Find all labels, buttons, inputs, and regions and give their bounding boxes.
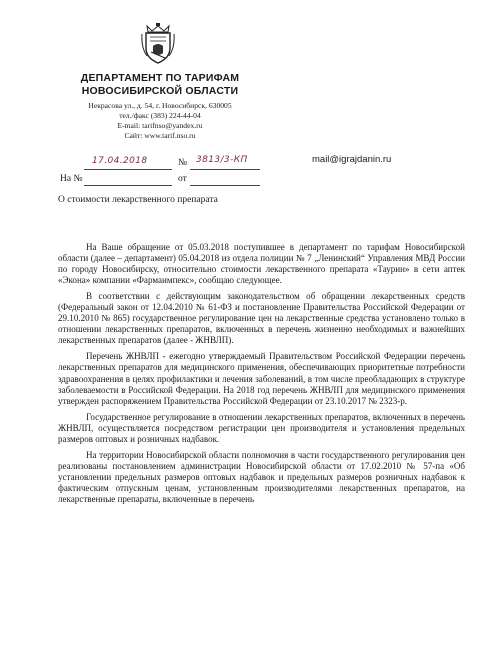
reference-date-line — [190, 185, 260, 186]
paragraph-3: Перечень ЖНВЛП - ежегодно утверждаемый Правительством Российской Федерации перечень лекарственных препаратов для медицинского применения, обеспечивающих приоритетные потребности здравоохранения в целях профилактики и лечения заболеваний, в том числе преобладающих в структуре заболеваемости в Российской Федерации. На 2018 год перечень ЖНВЛП для медицинского применения утвержден распоряжением Правительства Российской Федерации от 23.10.2017 № 2323-р. — [58, 351, 465, 406]
paragraph-5: На территории Новосибирской области полномочия в части государственного регулирования цен реализованы постановлением администрации Новосибирской области от 17.02.2010 № 57-па «Об установлении предельных размеров оптовых надбавок и предельных размеров розничных надбавок к фактическим отпускным ценам, установленным производителями лекарственных препаратов, на лекарственные препараты, включенные в перечень — [58, 449, 465, 504]
org-name — [70, 72, 250, 98]
org-address: Некрасова ул., д. 54, г. Новосибирск, 630005 — [88, 101, 232, 110]
org-website: Сайт: www.tarif.nso.ru — [124, 131, 196, 140]
org-email: E-mail: tarifnso@yandex.ru — [117, 121, 203, 130]
paragraph-4: Государственное регулирование в отношении лекарственных препаратов, включенных в перечень ЖНВЛП, осуществляется посредством регистрации цен производителя и установления предельных размеров оптовых и розничных надбавок. — [58, 411, 465, 444]
org-phone-fax: тел./факс (383) 224-44-04 — [119, 111, 201, 120]
paragraph-2: В соответствии с действующим законодательством об обращении лекарственных средств (Федеральный закон от 12.04.2010 № 61-ФЗ и постановление Правительства Российской Федерации от 29.10.2010 № 865) государственное регулирование цен на лекарственные средства установлено только в отношении лекарственных препаратов, включенных в перечень жизненно необходимых и важнейших лекарственных препаратов (далее - ЖНВЛП). — [58, 291, 465, 346]
reference-date-label: от — [178, 174, 187, 184]
reference-number-line — [84, 185, 172, 186]
subject-line: О стоимости лекарственного препарата — [58, 195, 218, 205]
letter-body — [58, 242, 465, 505]
org-name-line-1: ДЕПАРТАМЕНТ ПО ТАРИФАМ — [80, 72, 240, 84]
date-handwritten: 17.04.2018 — [92, 156, 148, 166]
paragraph-1: На Ваше обращение от 05.03.2018 поступившее в департамент по тарифам Новосибирской области (далее – департамент) 05.04.2018 из отдела полиции № 7 „Ленинский“ Управления МВД России по городу Новосибирску, относительно стоимости лекарственного препарата «Таурин» в сети аптек «Экона» компании «Фармаимпекс», сообщаю следующее. — [58, 242, 465, 286]
org-name-line-2: НОВОСИБИРСКОЙ ОБЛАСТИ — [81, 85, 239, 97]
recipient-email: mail@igrajdanin.ru — [312, 154, 392, 165]
coat-of-arms-icon — [141, 22, 175, 64]
number-handwritten: 3813/3-КП — [196, 155, 248, 165]
number-line — [190, 169, 260, 170]
date-line — [84, 169, 172, 170]
reference-number-label: На № — [60, 174, 83, 184]
number-label: № — [178, 158, 188, 168]
